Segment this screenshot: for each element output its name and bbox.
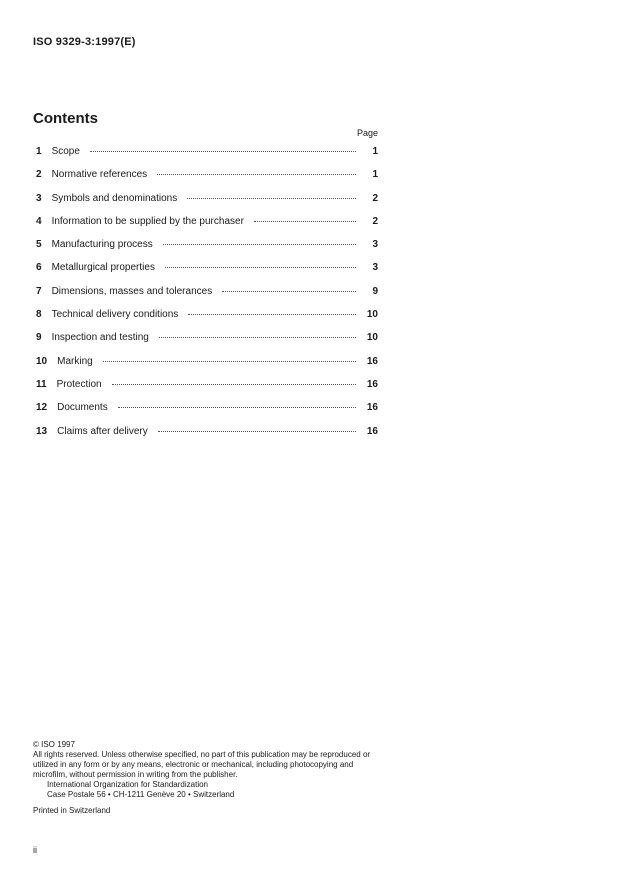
- toc-entry-title: Protection: [56, 378, 102, 390]
- toc-entry-number: 9: [36, 332, 42, 344]
- toc-entry-page: 3: [372, 239, 378, 251]
- toc-entry-page: 2: [372, 192, 378, 204]
- table-of-contents: [36, 146, 378, 449]
- toc-entry[interactable]: [36, 239, 378, 262]
- toc-entry-page: 1: [372, 146, 378, 157]
- toc-entry[interactable]: [36, 193, 378, 216]
- page-number: ii: [33, 845, 37, 855]
- dot-leader: [159, 337, 356, 338]
- toc-entry[interactable]: [36, 426, 378, 449]
- toc-entry-number: 4: [36, 215, 42, 227]
- toc-entry[interactable]: [36, 379, 378, 402]
- dot-leader: [187, 198, 356, 199]
- contents-heading: Contents: [33, 110, 98, 127]
- dot-leader: [118, 407, 356, 408]
- toc-entry-page: 3: [372, 262, 378, 274]
- toc-entry-number: 10: [36, 355, 48, 367]
- toc-entry-title: Documents: [57, 402, 108, 414]
- dot-leader: [158, 431, 356, 432]
- toc-entry-title: Scope: [51, 146, 80, 157]
- rights-statement: All rights reserved. Unless otherwise specified, no part of this publication may be reproduced or utilized in any form or by any means, electronic or mechanical, including photocopying and microfilm, without permission in writing from the publisher.: [33, 750, 371, 779]
- toc-entry-page: 16: [366, 355, 378, 367]
- toc-entry[interactable]: [36, 402, 378, 425]
- toc-entry-title: Symbols and denominations: [51, 192, 178, 204]
- toc-entry-number: 5: [36, 239, 42, 251]
- toc-entry-number: 1: [36, 146, 42, 157]
- toc-entry-title: Marking: [57, 355, 93, 367]
- toc-entry-title: Claims after delivery: [57, 425, 148, 437]
- toc-entry[interactable]: [36, 169, 378, 192]
- toc-entry[interactable]: [36, 356, 378, 379]
- dot-leader: [254, 221, 356, 222]
- toc-entry-page: 16: [366, 425, 378, 437]
- toc-entry-title: Manufacturing process: [51, 239, 153, 251]
- toc-entry-number: 12: [36, 402, 48, 414]
- organization-name: International Organization for Standardization: [47, 780, 208, 789]
- dot-leader: [112, 384, 356, 385]
- toc-entry-title: Information to be supplied by the purchaser: [51, 215, 244, 227]
- organization-address: Case Postale 56 • CH-1211 Genève 20 • Switzerland: [47, 790, 235, 799]
- dot-leader: [90, 151, 356, 152]
- dot-leader: [163, 244, 356, 245]
- toc-entry[interactable]: [36, 286, 378, 309]
- copyright-block: [33, 740, 381, 816]
- toc-entry-number: 2: [36, 169, 42, 181]
- toc-entry-page: 16: [366, 402, 378, 414]
- page-column-label: Page: [357, 128, 379, 138]
- dot-leader: [103, 361, 356, 362]
- toc-entry-page: 2: [372, 215, 378, 227]
- toc-entry-page: 9: [372, 285, 378, 297]
- toc-entry-number: 13: [36, 425, 48, 437]
- toc-entry-title: Dimensions, masses and tolerances: [51, 285, 213, 297]
- copyright-notice: © ISO 1997: [33, 740, 75, 749]
- dot-leader: [188, 314, 356, 315]
- toc-entry-page: 16: [366, 378, 378, 390]
- toc-entry-number: 3: [36, 192, 42, 204]
- dot-leader: [222, 291, 356, 292]
- toc-entry[interactable]: [36, 262, 378, 285]
- toc-entry-title: Inspection and testing: [51, 332, 149, 344]
- toc-entry[interactable]: [36, 216, 378, 239]
- toc-entry-number: 7: [36, 285, 42, 297]
- toc-entry-number: 8: [36, 309, 42, 321]
- toc-entry-title: Metallurgical properties: [51, 262, 155, 274]
- toc-entry-title: Technical delivery conditions: [51, 309, 179, 321]
- toc-entry-page: 1: [372, 169, 378, 181]
- document-identifier: ISO 9329-3:1997(E): [33, 36, 136, 48]
- toc-entry-title: Normative references: [51, 169, 148, 181]
- toc-entry-page: 10: [366, 332, 378, 344]
- toc-entry[interactable]: [36, 309, 378, 332]
- toc-entry[interactable]: [36, 332, 378, 355]
- dot-leader: [157, 174, 356, 175]
- dot-leader: [165, 267, 356, 268]
- toc-entry[interactable]: [36, 146, 378, 169]
- printed-in: Printed in Switzerland: [33, 806, 111, 815]
- toc-entry-page: 10: [366, 309, 378, 321]
- toc-entry-number: 6: [36, 262, 42, 274]
- toc-entry-number: 11: [36, 378, 47, 390]
